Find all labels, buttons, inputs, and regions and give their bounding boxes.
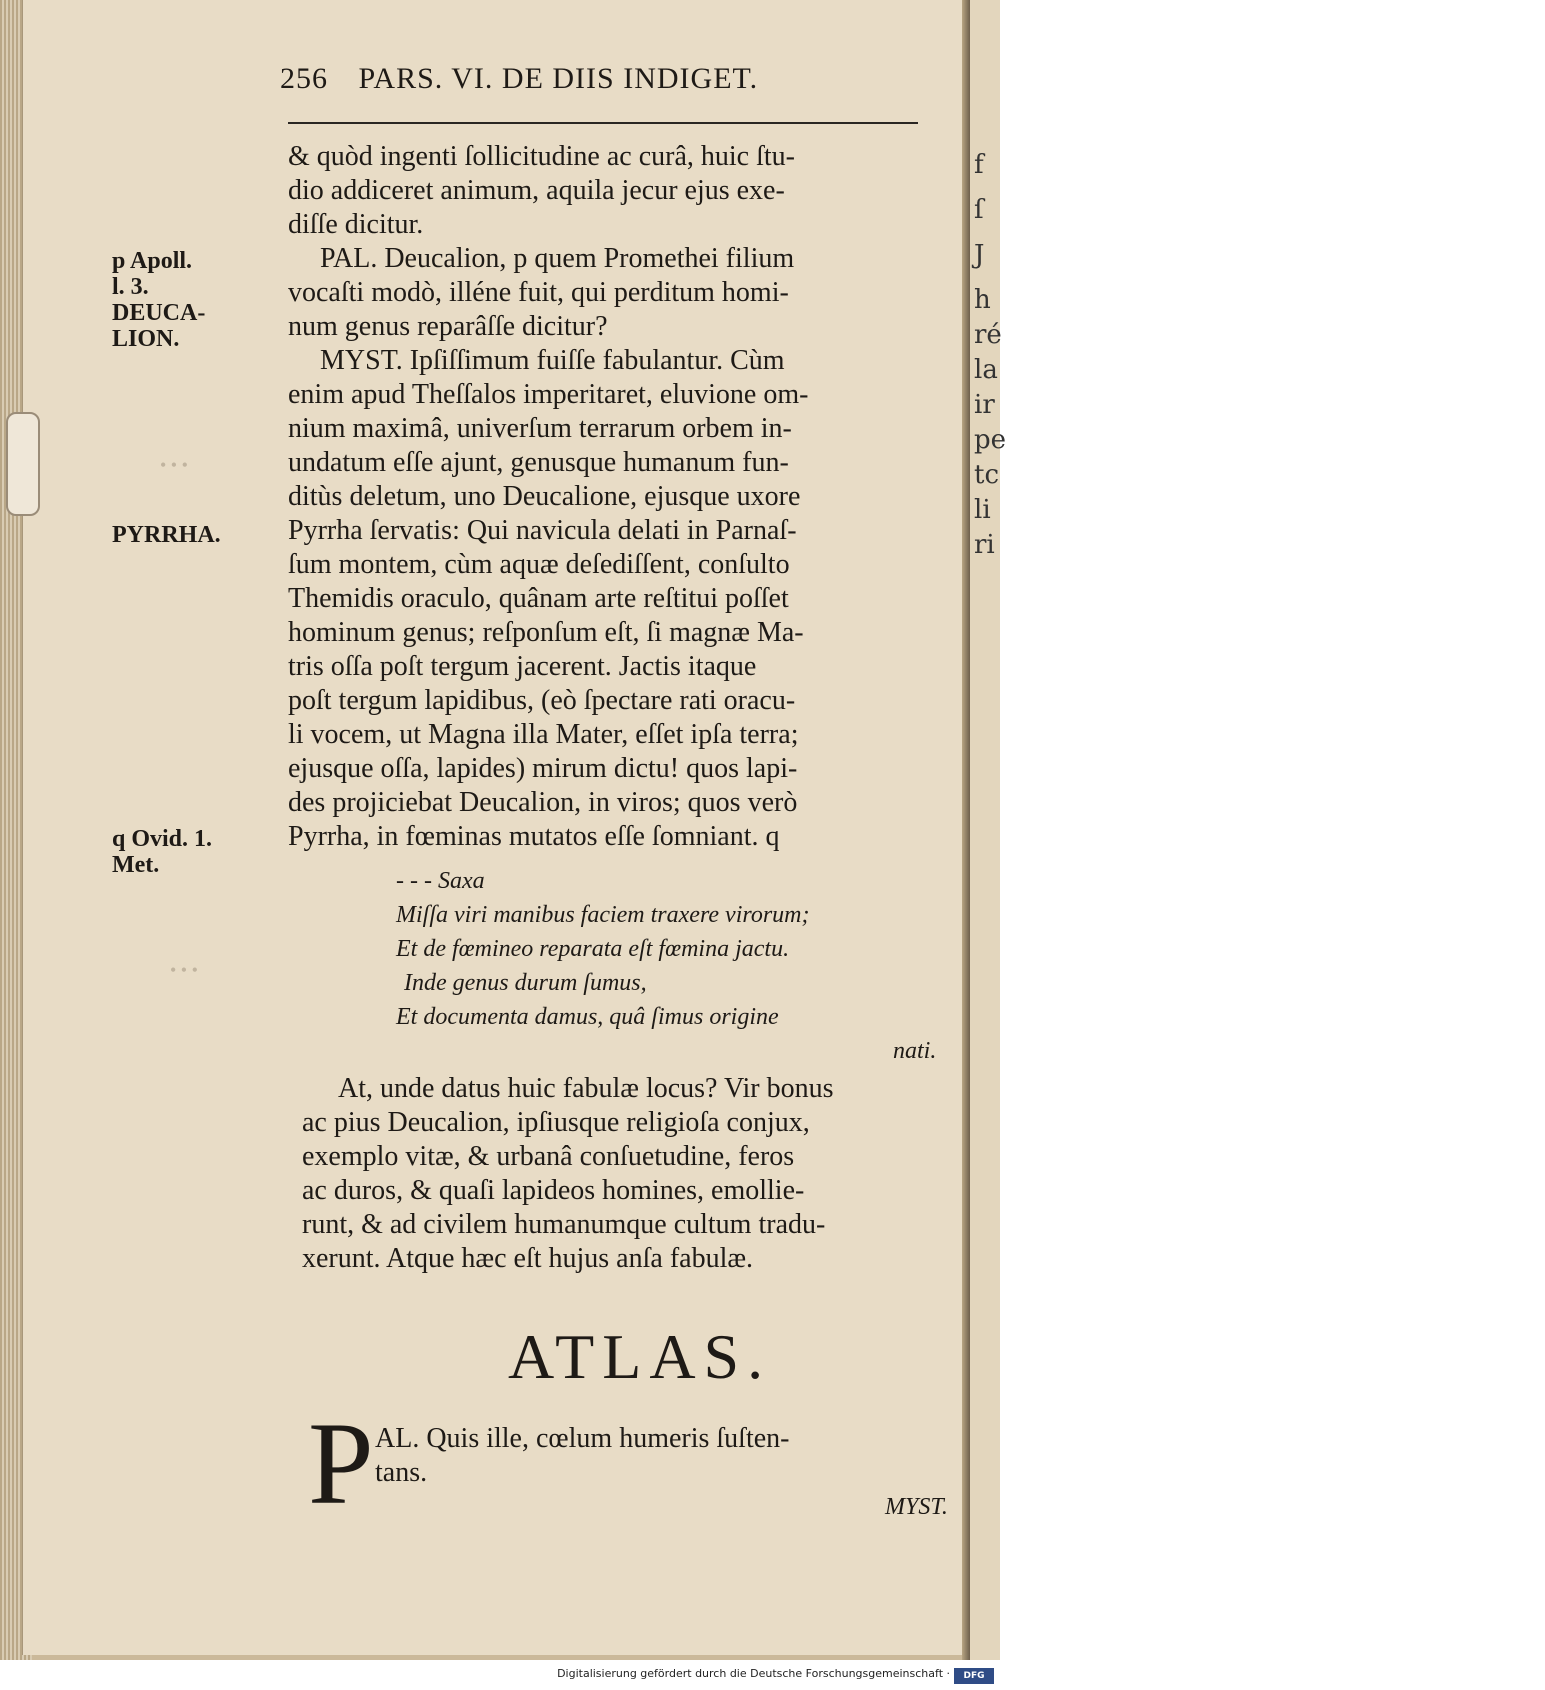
text-line: Pyrrha ſervatis: Qui navicula delati in Parnaſ- xyxy=(288,515,797,546)
facing-fragment: ir xyxy=(974,390,995,420)
text-line: dio addiceret animum, aquila jecur ejus exe- xyxy=(288,175,785,206)
margin-note-apoll xyxy=(112,248,205,352)
facing-fragment: tc xyxy=(974,460,1000,490)
margin-note-text: DEUCA- xyxy=(112,300,206,326)
text-line: tans. xyxy=(375,1457,428,1488)
text-line: nium maximâ, univerſum terrarum orbem in- xyxy=(288,413,792,444)
verse-line: Et documenta damus, quâ ſimus origine xyxy=(396,1004,779,1030)
catchword: MYST. xyxy=(885,1494,948,1520)
running-head xyxy=(280,62,758,96)
text-line: ſum montem, cùm aquæ deſediſſent, conſulto xyxy=(288,549,790,580)
facing-fragment: ſ xyxy=(974,195,984,225)
running-head-title: PARS. VI. DE DIIS INDIGET. xyxy=(358,62,759,95)
footer-credit: Digitalisierung gefördert durch die Deutsche Forschungsgemeinschaft · xyxy=(557,1667,950,1680)
text-line: ac duros, & quaſi lapideos homines, emollie- xyxy=(302,1175,805,1206)
facing-fragment: ré xyxy=(974,320,1002,350)
facing-fragment: h xyxy=(974,285,991,315)
text-line: undatum eſſe ajunt, genusque humanum fun- xyxy=(288,447,789,478)
page-clip xyxy=(6,412,40,516)
margin-note-text: l. 3. xyxy=(112,274,149,300)
header-rule xyxy=(288,122,918,124)
margin-note-text: LION. xyxy=(112,326,180,352)
text-line: xerunt. Atque hæc eſt hujus anſa fabulæ. xyxy=(302,1243,754,1274)
bleed-through-mark: • • • xyxy=(160,455,188,475)
section-title: ATLAS. xyxy=(508,1321,772,1392)
text-line: des projiciebat Deucalion, in viros; quos verò xyxy=(288,787,798,818)
facing-fragment: pe xyxy=(974,425,1007,455)
text-line: & quòd ingenti ſollicitudine ac curâ, huic ſtu- xyxy=(288,141,795,172)
text-line: exemplo vitæ, & urbanâ conſuetudine, feros xyxy=(302,1141,795,1172)
drop-cap: P xyxy=(308,1398,374,1529)
facing-fragment: ri xyxy=(974,530,995,560)
text-line: AL. Quis ille, cœlum humeris ſuſten- xyxy=(375,1423,790,1454)
text-line: Themidis oraculo, quânam arte reſtitui poſſet xyxy=(288,583,789,614)
margin-note-text: p Apoll. xyxy=(112,248,193,274)
dfg-logo: DFG xyxy=(954,1668,994,1684)
text-line: Pyrrha, in fœminas mutatos eſſe ſomniant. q xyxy=(288,821,780,852)
text-line: ditùs deletum, uno Deucalione, ejusque uxore xyxy=(288,481,801,512)
text-line: At, unde datus huic fabulæ locus? Vir bonus xyxy=(338,1073,834,1104)
facing-fragment: J xyxy=(974,240,985,270)
text-line: enim apud Theſſalos imperitaret, eluvione om- xyxy=(288,379,809,410)
text-line: li vocem, ut Magna illa Mater, eſſet ipſa terra; xyxy=(288,719,799,750)
text-line: tris oſſa poſt tergum jacerent. Jactis itaque xyxy=(288,651,757,682)
facing-fragment: li xyxy=(974,495,991,525)
page-number: 256 xyxy=(280,62,328,95)
verse-line: Et de fœmineo reparata eſt fœmina jactu. xyxy=(396,936,790,962)
bleed-through-mark: • • • xyxy=(170,960,198,980)
facing-fragment: la xyxy=(974,355,998,385)
text-line: num genus reparâſſe dicitur? xyxy=(288,311,608,342)
verse-line: Miſſa viri manibus faciem traxere virorum; xyxy=(396,902,810,928)
text-line: ac pius Deucalion, ipſiusque religioſa conjux, xyxy=(302,1107,810,1138)
verse-line: Inde genus durum ſumus, xyxy=(404,970,647,996)
text-line: MYST. Ipſiſſimum fuiſſe fabulantur. Cùm xyxy=(320,345,785,376)
digitization-footer xyxy=(0,1665,1000,1690)
margin-note-pyrrha: PYRRHA. xyxy=(112,522,221,548)
text-line: poſt tergum lapidibus, (eò ſpectare rati oracu- xyxy=(288,685,796,716)
text-line: ejusque oſſa, lapides) mirum dictu! quos lapi- xyxy=(288,753,798,784)
margin-note-text: q Ovid. 1. xyxy=(112,826,213,852)
verse-line: nati. xyxy=(893,1038,937,1064)
text-line: runt, & ad civilem humanumque cultum tradu- xyxy=(302,1209,826,1240)
margin-note-text: Met. xyxy=(112,852,160,878)
text-line: hominum genus; reſponſum eſt, ſi magnæ Ma- xyxy=(288,617,804,648)
text-line: diſſe dicitur. xyxy=(288,209,424,240)
margin-note-ovid xyxy=(112,826,212,878)
verse-line: - - - Saxa xyxy=(396,868,485,894)
text-line: PAL. Deucalion, p quem Promethei filium xyxy=(320,243,795,274)
facing-fragment: f xyxy=(974,150,984,180)
text-line: vocaſti modò, illéne fuit, qui perditum homi- xyxy=(288,277,789,308)
